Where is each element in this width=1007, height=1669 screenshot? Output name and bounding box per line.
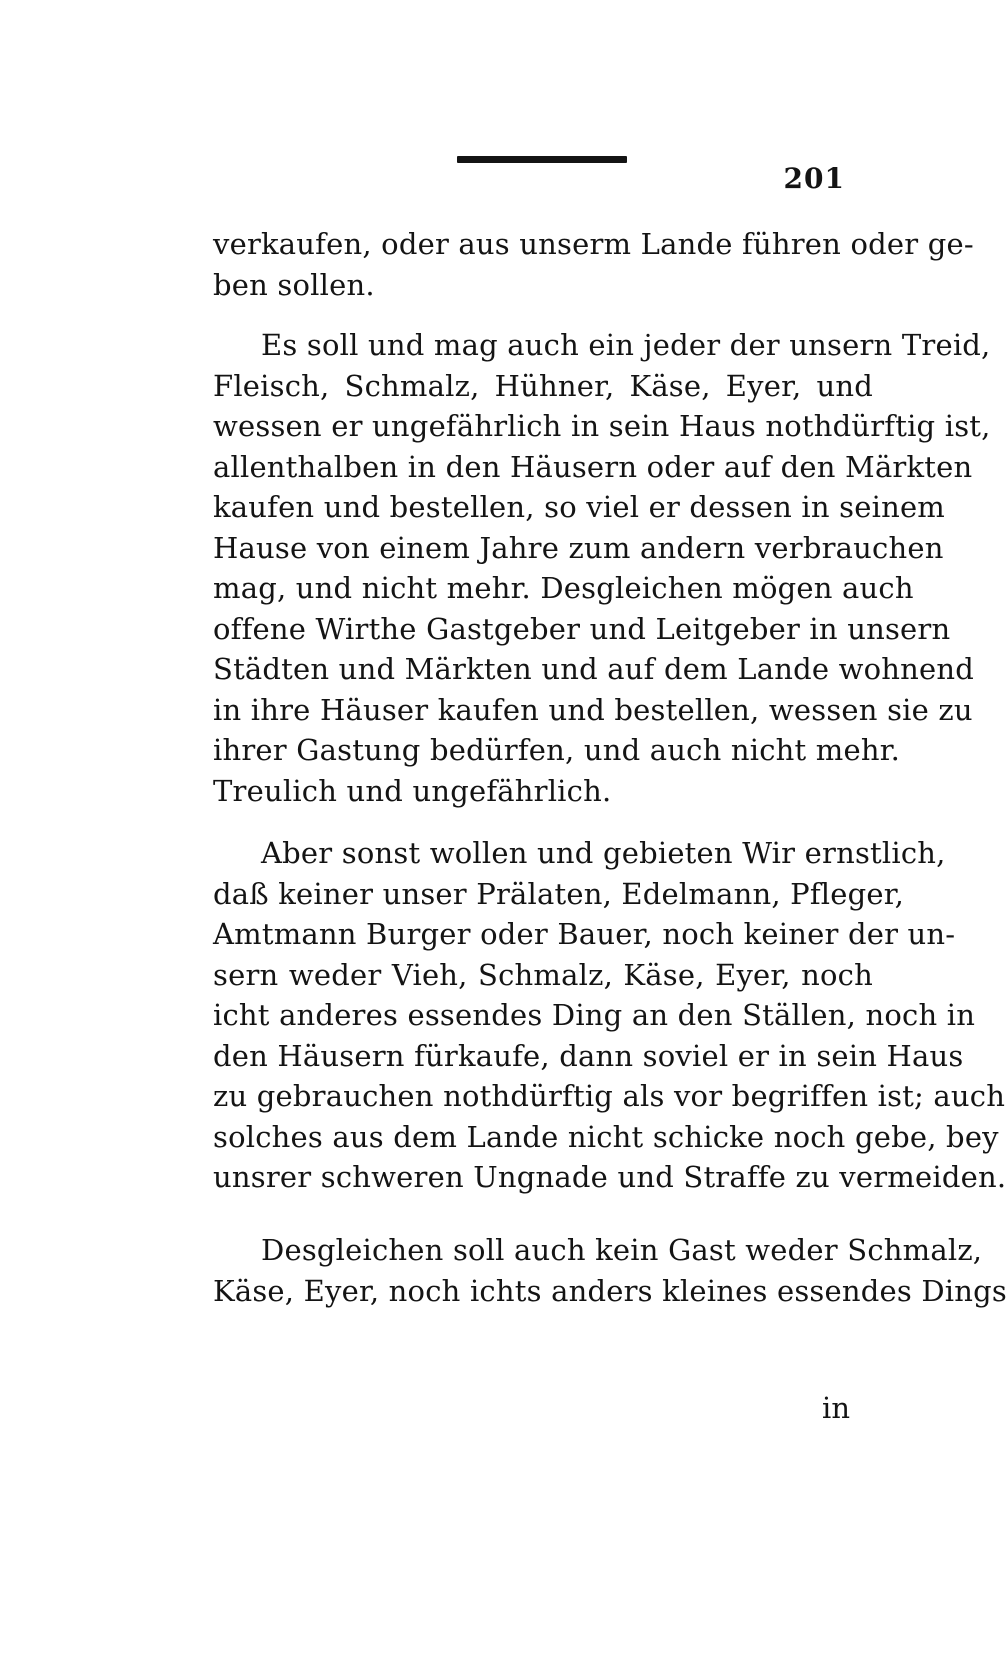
paragraph-2 [213, 325, 991, 811]
text-line: ben sollen. [213, 267, 375, 302]
text-line: solches aus dem Lande nicht schicke noch gebe, bey [213, 1119, 999, 1154]
text-line: verkaufen, oder aus unserm Lande führen oder ge- [213, 227, 974, 261]
text-line: daß keiner unser Prälaten, Edelmann, Pfleger, [213, 876, 905, 911]
text-line: icht anderes essendes Ding an den Ställen, noch in [213, 998, 976, 1032]
paragraph-4 [213, 1230, 1007, 1311]
text-line: sern weder Vieh, Schmalz, Käse, Eyer, noch [213, 957, 873, 992]
text-line: ihrer Gastung bedürfen, und auch nicht mehr. [213, 733, 901, 767]
text-line: zu gebrauchen nothdürftig als vor begriffen ist; auch [213, 1079, 1006, 1113]
text-line: Städten und Märkten und auf dem Lande wohnend [213, 652, 975, 686]
text-line: Desgleichen soll auch kein Gast weder Schmalz, [261, 1233, 983, 1267]
page-number: 201 [783, 162, 845, 195]
text-line: kaufen und bestellen, so viel er dessen in seinem [213, 490, 946, 524]
text-line: offene Wirthe Gastgeber und Leitgeber in unsern [213, 611, 951, 646]
text-line: Es soll und mag auch ein jeder der unsern Treid, [261, 328, 991, 362]
text-line: den Häusern fürkaufe, dann soviel er in sein Haus [213, 1038, 964, 1073]
text-line: Hause von einem Jahre zum andern verbrauchen [213, 530, 944, 565]
catchword: in [822, 1391, 850, 1425]
header-rule [457, 156, 627, 163]
text-line: wessen er ungefährlich in sein Haus nothdürftig ist, [213, 409, 991, 443]
text-line: Amtmann Burger oder Bauer, noch keiner der un- [213, 917, 956, 951]
text-line: allenthalben in den Häusern oder auf den Märkten [213, 449, 973, 484]
text-line: Aber sonst wollen und gebieten Wir ernstlich, [261, 836, 946, 870]
paragraph-3 [213, 833, 1007, 1198]
paragraph-1 [213, 224, 974, 305]
text-line: in ihre Häuser kaufen und bestellen, wessen sie zu [213, 692, 973, 727]
text-line: Fleisch, Schmalz, Hühner, Käse, Eyer, und [213, 368, 873, 403]
text-line: unsrer schweren Ungnade und Straffe zu vermeiden. [213, 1160, 1007, 1194]
text-line: Käse, Eyer, noch ichts anders kleines essendes Dings [213, 1273, 1007, 1308]
text-line: Treulich und ungefährlich. [213, 773, 612, 808]
text-line: mag, und nicht mehr. Desgleichen mögen auch [213, 571, 914, 605]
